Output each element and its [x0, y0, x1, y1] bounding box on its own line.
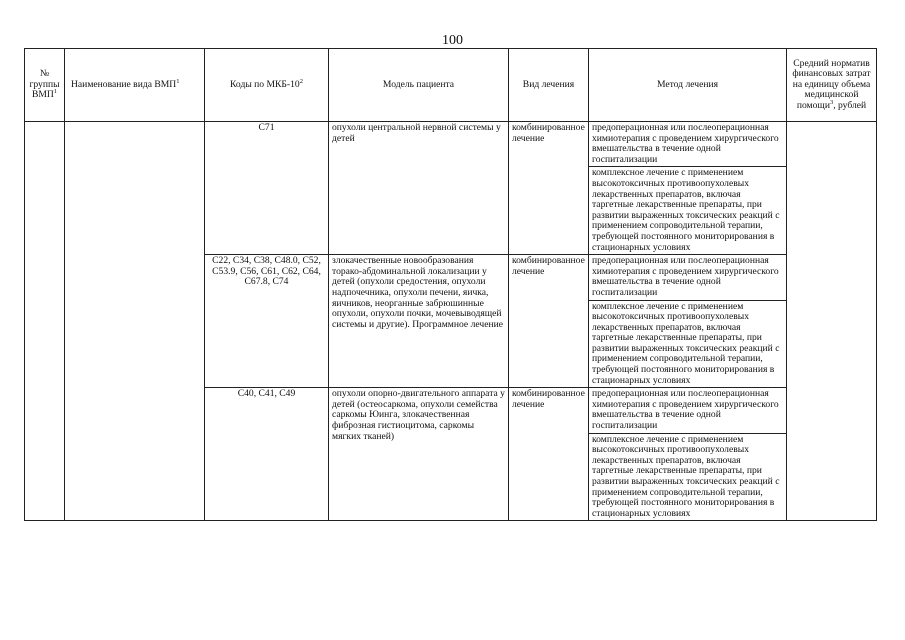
cell-treatment-method: предоперационная или послеоперационная химиотерапия с проведением хирургического вмешательства в течение одной госпитализации [589, 388, 787, 433]
cell-treatment-method: комплексное лечение с применением высокотоксичных противоопухолевых лекарственных препаратов, включая таргетные лекарственные препараты, при развитии выраженных токсических реакций с применением сопроводительной терапии, требующей постоянного мониторирования в стационарных условиях [589, 433, 787, 521]
cell-treatment-type: комбинированное лечение [509, 122, 589, 255]
cell-treatment-method: комплексное лечение с применением высокотоксичных противоопухолевых лекарственных препаратов, включая таргетные лекарственные препараты, при развитии выраженных токсических реакций с применением сопроводительной терапии, требующей постоянного мониторирования в стационарных условиях [589, 300, 787, 388]
cell-avg-cost [787, 122, 877, 521]
vmp-table [24, 48, 877, 521]
cell-treatment-type: комбинированное лечение [509, 255, 589, 388]
header-vmp-name: Наименование вида ВМП$^1$ [65, 49, 205, 122]
cell-patient-model: опухоли опорно-двигательного аппарата у детей (остеосаркома, опухоли семейства саркомы Юинга, злокачественная фиброзная гистиоцитома, саркомы мягких тканей) [329, 388, 509, 521]
cell-icd-codes: C22, C34, C38, C48.0, C52, C53.9, C56, C61, C62, C64, C67.8, C74 [205, 255, 329, 388]
header-row [25, 49, 877, 122]
cell-vmp-name [65, 122, 205, 521]
header-group-no: № группы ВМП$^1$ [25, 49, 65, 122]
header-avg-cost: Средний норматив финансовых затрат на единицу объема медицинской помощи$^3$, рублей [787, 49, 877, 122]
cell-treatment-type: комбинированное лечение [509, 388, 589, 521]
header-treatment-method: Метод лечения [589, 49, 787, 122]
cell-group-no [25, 122, 65, 521]
cell-icd-codes: C40, C41, C49 [205, 388, 329, 521]
cell-treatment-method: предоперационная или послеоперационная химиотерапия с проведением хирургического вмешательства в течение одной госпитализации [589, 122, 787, 167]
table-row [25, 122, 877, 167]
cell-treatment-method: комплексное лечение с применением высокотоксичных противоопухолевых лекарственных препаратов, включая таргетные лекарственные препараты, при развитии выраженных токсических реакций с применением сопроводительной терапии, требующей постоянного мониторирования в стационарных условиях [589, 167, 787, 255]
header-icd-codes: Коды по МКБ-$10^2$ [205, 49, 329, 122]
header-patient-model: Модель пациента [329, 49, 509, 122]
cell-patient-model: злокачественные новообразования торако-абдоминальной локализации у детей (опухоли средостения, опухоли надпочечника, опухоли печени, яичка, яичников, неорганные забрюшинные опухоли, опухоли почки, мочевыводящей системы и другие). Программное лечение [329, 255, 509, 388]
cell-patient-model: опухоли центральной нервной системы у детей [329, 122, 509, 255]
cell-icd-codes: C71 [205, 122, 329, 255]
page-number: 100 [442, 33, 463, 48]
cell-treatment-method: предоперационная или послеоперационная химиотерапия с проведением хирургического вмешательства в течение одной госпитализации [589, 255, 787, 300]
header-treatment-type: Вид лечения [509, 49, 589, 122]
